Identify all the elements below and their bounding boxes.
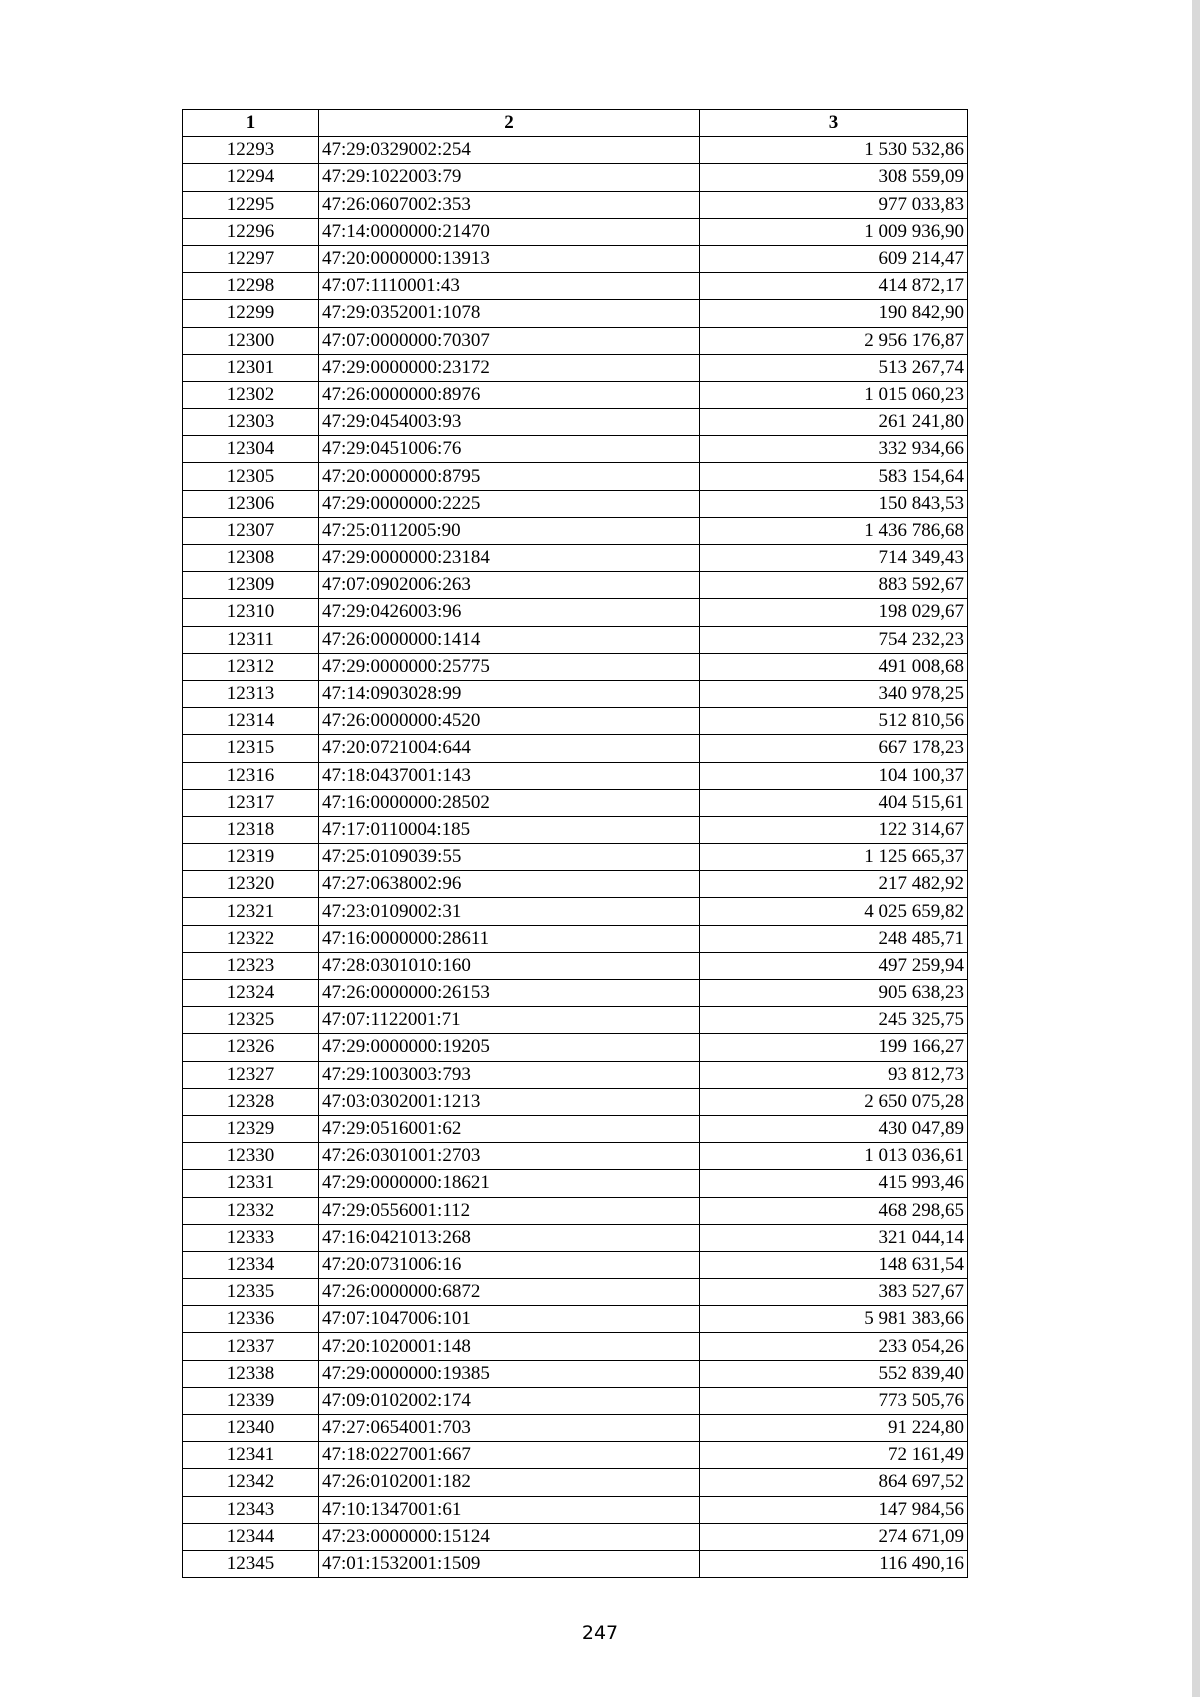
cadastral-number-cell: 47:28:0301010:160: [319, 952, 700, 979]
value-cell: 714 349,43: [700, 545, 968, 572]
value-cell: 773 505,76: [700, 1387, 968, 1414]
value-cell: 233 054,26: [700, 1333, 968, 1360]
value-cell: 91 224,80: [700, 1415, 968, 1442]
table-row: [183, 354, 968, 381]
value-cell: 513 267,74: [700, 354, 968, 381]
cadastral-number-cell: 47:18:0227001:667: [319, 1442, 700, 1469]
value-cell: 199 166,27: [700, 1034, 968, 1061]
table-body: [183, 137, 968, 1578]
cadastral-number-cell: 47:01:1532001:1509: [319, 1550, 700, 1577]
cadastral-number-cell: 47:29:0352001:1078: [319, 300, 700, 327]
row-number-cell: 12343: [183, 1496, 319, 1523]
table-row: [183, 680, 968, 707]
value-cell: 116 490,16: [700, 1550, 968, 1577]
value-cell: 4 025 659,82: [700, 898, 968, 925]
row-number-cell: 12323: [183, 952, 319, 979]
value-cell: 1 125 665,37: [700, 844, 968, 871]
value-cell: 491 008,68: [700, 653, 968, 680]
table-row: [183, 599, 968, 626]
cadastral-number-cell: 47:20:0000000:13913: [319, 245, 700, 272]
cadastral-number-cell: 47:26:0000000:6872: [319, 1279, 700, 1306]
row-number-cell: 12321: [183, 898, 319, 925]
table-row: [183, 626, 968, 653]
value-cell: 2 956 176,87: [700, 327, 968, 354]
value-cell: 340 978,25: [700, 680, 968, 707]
table-row: [183, 925, 968, 952]
row-number-cell: 12301: [183, 354, 319, 381]
page-edge-shadow: [1192, 0, 1200, 1697]
table-row: [183, 327, 968, 354]
value-cell: 883 592,67: [700, 572, 968, 599]
value-cell: 2 650 075,28: [700, 1088, 968, 1115]
value-cell: 1 436 786,68: [700, 517, 968, 544]
value-cell: 383 527,67: [700, 1279, 968, 1306]
value-cell: 497 259,94: [700, 952, 968, 979]
value-cell: 404 515,61: [700, 789, 968, 816]
cadastral-number-cell: 47:16:0000000:28611: [319, 925, 700, 952]
value-cell: 1 013 036,61: [700, 1143, 968, 1170]
table-row: [183, 816, 968, 843]
cadastral-number-cell: 47:07:0000000:70307: [319, 327, 700, 354]
table-row: [183, 789, 968, 816]
table-row: [183, 1224, 968, 1251]
table-row: [183, 1061, 968, 1088]
row-number-cell: 12316: [183, 762, 319, 789]
table-row: [183, 898, 968, 925]
value-cell: 190 842,90: [700, 300, 968, 327]
cadastral-number-cell: 47:26:0607002:353: [319, 191, 700, 218]
cadastral-number-cell: 47:29:0454003:93: [319, 409, 700, 436]
row-number-cell: 12294: [183, 164, 319, 191]
value-cell: 274 671,09: [700, 1523, 968, 1550]
column-header-1: 1: [183, 110, 319, 137]
cadastral-number-cell: 47:29:0000000:25775: [319, 653, 700, 680]
table-row: [183, 1415, 968, 1442]
row-number-cell: 12318: [183, 816, 319, 843]
row-number-cell: 12300: [183, 327, 319, 354]
row-number-cell: 12344: [183, 1523, 319, 1550]
cadastral-number-cell: 47:09:0102002:174: [319, 1387, 700, 1414]
table-header-row: [183, 110, 968, 137]
row-number-cell: 12307: [183, 517, 319, 544]
row-number-cell: 12296: [183, 218, 319, 245]
value-cell: 864 697,52: [700, 1469, 968, 1496]
value-cell: 248 485,71: [700, 925, 968, 952]
row-number-cell: 12336: [183, 1306, 319, 1333]
cadastral-number-cell: 47:29:0000000:23184: [319, 545, 700, 572]
row-number-cell: 12319: [183, 844, 319, 871]
cadastral-number-cell: 47:26:0000000:8976: [319, 381, 700, 408]
row-number-cell: 12337: [183, 1333, 319, 1360]
value-cell: 609 214,47: [700, 245, 968, 272]
cadastral-number-cell: 47:14:0000000:21470: [319, 218, 700, 245]
row-number-cell: 12335: [183, 1279, 319, 1306]
column-header-3: 3: [700, 110, 968, 137]
data-table-container: [182, 109, 967, 1578]
table-row: [183, 1143, 968, 1170]
cadastral-number-cell: 47:17:0110004:185: [319, 816, 700, 843]
table-row: [183, 762, 968, 789]
table-row: [183, 572, 968, 599]
row-number-cell: 12293: [183, 137, 319, 164]
row-number-cell: 12310: [183, 599, 319, 626]
cadastral-number-cell: 47:29:0329002:254: [319, 137, 700, 164]
cadastral-number-cell: 47:20:0000000:8795: [319, 463, 700, 490]
row-number-cell: 12328: [183, 1088, 319, 1115]
value-cell: 332 934,66: [700, 436, 968, 463]
table-row: [183, 545, 968, 572]
row-number-cell: 12297: [183, 245, 319, 272]
value-cell: 72 161,49: [700, 1442, 968, 1469]
row-number-cell: 12330: [183, 1143, 319, 1170]
table-row: [183, 952, 968, 979]
value-cell: 122 314,67: [700, 816, 968, 843]
value-cell: 1 009 936,90: [700, 218, 968, 245]
table-row: [183, 1496, 968, 1523]
row-number-cell: 12312: [183, 653, 319, 680]
cadastral-number-cell: 47:20:0731006:16: [319, 1251, 700, 1278]
row-number-cell: 12341: [183, 1442, 319, 1469]
table-row: [183, 980, 968, 1007]
row-number-cell: 12305: [183, 463, 319, 490]
cadastral-number-cell: 47:10:1347001:61: [319, 1496, 700, 1523]
row-number-cell: 12340: [183, 1415, 319, 1442]
value-cell: 5 981 383,66: [700, 1306, 968, 1333]
table-row: [183, 735, 968, 762]
value-cell: 217 482,92: [700, 871, 968, 898]
cadastral-number-cell: 47:07:0902006:263: [319, 572, 700, 599]
cadastral-number-cell: 47:25:0112005:90: [319, 517, 700, 544]
value-cell: 147 984,56: [700, 1496, 968, 1523]
table-row: [183, 1442, 968, 1469]
table-row: [183, 1007, 968, 1034]
table-row: [183, 245, 968, 272]
value-cell: 104 100,37: [700, 762, 968, 789]
value-cell: 1 015 060,23: [700, 381, 968, 408]
cadastral-number-cell: 47:29:0000000:19205: [319, 1034, 700, 1061]
table-row: [183, 490, 968, 517]
row-number-cell: 12322: [183, 925, 319, 952]
cadastral-number-cell: 47:29:0426003:96: [319, 599, 700, 626]
value-cell: 977 033,83: [700, 191, 968, 218]
table-row: [183, 1170, 968, 1197]
table-row: [183, 1550, 968, 1577]
row-number-cell: 12302: [183, 381, 319, 408]
cadastral-number-cell: 47:07:1110001:43: [319, 273, 700, 300]
value-cell: 905 638,23: [700, 980, 968, 1007]
cadastral-number-cell: 47:26:0102001:182: [319, 1469, 700, 1496]
cadastral-number-cell: 47:29:0000000:23172: [319, 354, 700, 381]
cadastral-number-cell: 47:26:0000000:1414: [319, 626, 700, 653]
cadastral-number-cell: 47:29:1022003:79: [319, 164, 700, 191]
table-row: [183, 871, 968, 898]
table-row: [183, 844, 968, 871]
cadastral-number-cell: 47:20:1020001:148: [319, 1333, 700, 1360]
row-number-cell: 12342: [183, 1469, 319, 1496]
value-cell: 1 530 532,86: [700, 137, 968, 164]
table-row: [183, 1115, 968, 1142]
row-number-cell: 12332: [183, 1197, 319, 1224]
value-cell: 93 812,73: [700, 1061, 968, 1088]
row-number-cell: 12308: [183, 545, 319, 572]
table-row: [183, 436, 968, 463]
cadastral-number-cell: 47:18:0437001:143: [319, 762, 700, 789]
value-cell: 321 044,14: [700, 1224, 968, 1251]
cadastral-number-cell: 47:29:0451006:76: [319, 436, 700, 463]
cadastral-number-cell: 47:26:0000000:26153: [319, 980, 700, 1007]
row-number-cell: 12345: [183, 1550, 319, 1577]
table-row: [183, 273, 968, 300]
value-cell: 552 839,40: [700, 1360, 968, 1387]
table-row: [183, 708, 968, 735]
cadastral-number-cell: 47:03:0302001:1213: [319, 1088, 700, 1115]
cadastral-number-cell: 47:27:0654001:703: [319, 1415, 700, 1442]
table-row: [183, 1251, 968, 1278]
table-row: [183, 381, 968, 408]
value-cell: 754 232,23: [700, 626, 968, 653]
row-number-cell: 12317: [183, 789, 319, 816]
table-row: [183, 137, 968, 164]
value-cell: 150 843,53: [700, 490, 968, 517]
table-row: [183, 300, 968, 327]
table-row: [183, 1034, 968, 1061]
row-number-cell: 12313: [183, 680, 319, 707]
table-row: [183, 463, 968, 490]
row-number-cell: 12309: [183, 572, 319, 599]
table-row: [183, 1197, 968, 1224]
table-row: [183, 517, 968, 544]
table-row: [183, 1279, 968, 1306]
row-number-cell: 12320: [183, 871, 319, 898]
row-number-cell: 12329: [183, 1115, 319, 1142]
page-number: 247: [581, 1622, 619, 1644]
data-table: [182, 109, 968, 1578]
cadastral-number-cell: 47:23:0109002:31: [319, 898, 700, 925]
cadastral-number-cell: 47:07:1122001:71: [319, 1007, 700, 1034]
cadastral-number-cell: 47:26:0301001:2703: [319, 1143, 700, 1170]
cadastral-number-cell: 47:16:0421013:268: [319, 1224, 700, 1251]
row-number-cell: 12333: [183, 1224, 319, 1251]
row-number-cell: 12298: [183, 273, 319, 300]
value-cell: 415 993,46: [700, 1170, 968, 1197]
table-row: [183, 653, 968, 680]
table-row: [183, 1306, 968, 1333]
table-row: [183, 164, 968, 191]
cadastral-number-cell: 47:14:0903028:99: [319, 680, 700, 707]
cadastral-number-cell: 47:27:0638002:96: [319, 871, 700, 898]
value-cell: 468 298,65: [700, 1197, 968, 1224]
table-row: [183, 1088, 968, 1115]
row-number-cell: 12339: [183, 1387, 319, 1414]
row-number-cell: 12315: [183, 735, 319, 762]
cadastral-number-cell: 47:07:1047006:101: [319, 1306, 700, 1333]
value-cell: 430 047,89: [700, 1115, 968, 1142]
table-row: [183, 1469, 968, 1496]
value-cell: 308 559,09: [700, 164, 968, 191]
cadastral-number-cell: 47:29:0000000:19385: [319, 1360, 700, 1387]
row-number-cell: 12314: [183, 708, 319, 735]
value-cell: 512 810,56: [700, 708, 968, 735]
table-row: [183, 1333, 968, 1360]
cadastral-number-cell: 47:29:1003003:793: [319, 1061, 700, 1088]
cadastral-number-cell: 47:20:0721004:644: [319, 735, 700, 762]
cadastral-number-cell: 47:29:0516001:62: [319, 1115, 700, 1142]
value-cell: 583 154,64: [700, 463, 968, 490]
value-cell: 245 325,75: [700, 1007, 968, 1034]
column-header-2: 2: [319, 110, 700, 137]
row-number-cell: 12325: [183, 1007, 319, 1034]
value-cell: 414 872,17: [700, 273, 968, 300]
row-number-cell: 12303: [183, 409, 319, 436]
row-number-cell: 12338: [183, 1360, 319, 1387]
table-row: [183, 218, 968, 245]
value-cell: 261 241,80: [700, 409, 968, 436]
value-cell: 667 178,23: [700, 735, 968, 762]
table-row: [183, 409, 968, 436]
row-number-cell: 12327: [183, 1061, 319, 1088]
row-number-cell: 12304: [183, 436, 319, 463]
cadastral-number-cell: 47:16:0000000:28502: [319, 789, 700, 816]
row-number-cell: 12331: [183, 1170, 319, 1197]
row-number-cell: 12295: [183, 191, 319, 218]
row-number-cell: 12326: [183, 1034, 319, 1061]
cadastral-number-cell: 47:23:0000000:15124: [319, 1523, 700, 1550]
row-number-cell: 12306: [183, 490, 319, 517]
table-row: [183, 1387, 968, 1414]
cadastral-number-cell: 47:26:0000000:4520: [319, 708, 700, 735]
row-number-cell: 12299: [183, 300, 319, 327]
table-row: [183, 1360, 968, 1387]
cadastral-number-cell: 47:29:0000000:18621: [319, 1170, 700, 1197]
cadastral-number-cell: 47:25:0109039:55: [319, 844, 700, 871]
cadastral-number-cell: 47:29:0000000:2225: [319, 490, 700, 517]
table-row: [183, 1523, 968, 1550]
row-number-cell: 12324: [183, 980, 319, 1007]
row-number-cell: 12311: [183, 626, 319, 653]
table-row: [183, 191, 968, 218]
value-cell: 148 631,54: [700, 1251, 968, 1278]
value-cell: 198 029,67: [700, 599, 968, 626]
row-number-cell: 12334: [183, 1251, 319, 1278]
cadastral-number-cell: 47:29:0556001:112: [319, 1197, 700, 1224]
